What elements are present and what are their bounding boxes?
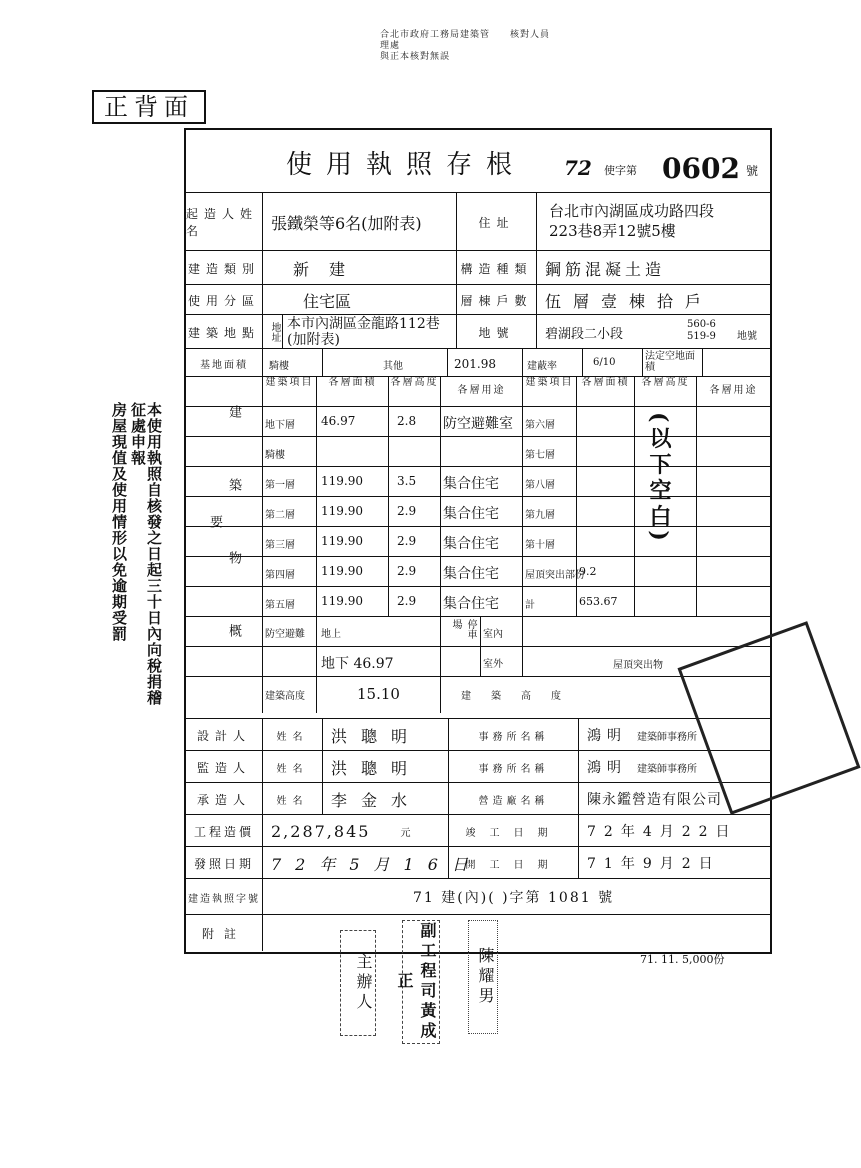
arcade-label: 騎樓 bbox=[262, 349, 322, 377]
height-value: 15.10 bbox=[316, 677, 440, 713]
floor-use: 集合住宅 bbox=[440, 587, 522, 617]
floor-name: 第二層 bbox=[262, 497, 316, 527]
lot-cell bbox=[536, 315, 770, 349]
floor-row bbox=[186, 556, 770, 587]
lot-numbers: 560-6 519-9 bbox=[687, 319, 716, 342]
row-cost bbox=[186, 814, 770, 847]
floor-area-2: 9.2 bbox=[576, 557, 634, 587]
floor-area: 119.90 bbox=[316, 497, 388, 527]
company-value: 陳永鑑營造有限公司 bbox=[578, 783, 770, 815]
row-building-header bbox=[186, 376, 770, 407]
floor-area: 119.90 bbox=[316, 467, 388, 497]
row-contractor bbox=[186, 782, 770, 815]
char-label: 使字第 bbox=[604, 164, 637, 177]
floor-area: 119.90 bbox=[316, 557, 388, 587]
floor-use-2 bbox=[696, 467, 770, 497]
site-value: 本市內湖區金龍路112巷(加附表) bbox=[282, 315, 456, 349]
blank-note: (以下空白) bbox=[646, 412, 672, 545]
lot-label: 地號 bbox=[456, 315, 536, 349]
back-label: 正背面 bbox=[92, 90, 206, 124]
floor-use-2 bbox=[696, 557, 770, 587]
below-value: 46.97 bbox=[353, 656, 394, 672]
floor-name-2: 第十層 bbox=[522, 527, 576, 557]
floor-use: 集合住宅 bbox=[440, 467, 522, 497]
col-item: 建築項目 bbox=[262, 377, 316, 407]
top-stamp bbox=[380, 30, 490, 63]
floor-height: 2.9 bbox=[388, 527, 440, 557]
note-value bbox=[262, 915, 770, 951]
floor-use-2 bbox=[696, 437, 770, 467]
above-label: 地上 bbox=[316, 617, 440, 647]
build-type-value: 新建 bbox=[262, 251, 456, 285]
floor-area bbox=[316, 437, 388, 467]
designer-name-label: 姓名 bbox=[262, 719, 322, 751]
floor-area-2 bbox=[576, 467, 634, 497]
zone-value: 住宅區 bbox=[262, 285, 456, 315]
floor-name-2: 第八層 bbox=[522, 467, 576, 497]
office-name: 鴻明 bbox=[587, 728, 627, 744]
floor-name-2: 屋頂突出部份 bbox=[522, 557, 576, 587]
col-height: 各層高度 bbox=[388, 377, 440, 407]
floor-name-2: 第九層 bbox=[522, 497, 576, 527]
supervisor-value: 洪聰明 bbox=[322, 751, 448, 783]
stamp-line-a: 合北市政府工務局建築管理處 bbox=[380, 30, 491, 51]
open-space-label: 防空避難 bbox=[262, 617, 316, 647]
cost-unit: 元 bbox=[400, 827, 413, 839]
structure-label: 構造種類 bbox=[456, 251, 536, 285]
floor-height: 2.8 bbox=[388, 407, 440, 437]
address-label: 住址 bbox=[456, 193, 536, 251]
address-line-2: 223巷8弄12號5樓 bbox=[549, 222, 676, 240]
row-open-space bbox=[186, 616, 770, 647]
floor-row bbox=[186, 436, 770, 467]
legal-open-label: 法定空地面積 bbox=[642, 349, 702, 377]
floor-height: 2.9 bbox=[388, 587, 440, 617]
start-value: 71年9月2日 bbox=[578, 847, 770, 879]
floor-name-2: 計 bbox=[522, 587, 576, 617]
row-site bbox=[186, 314, 770, 349]
stamp-line-b: 與正本核對無誤 bbox=[380, 52, 451, 62]
floor-name: 第一層 bbox=[262, 467, 316, 497]
row-build-type bbox=[186, 250, 770, 285]
row-issue bbox=[186, 846, 770, 879]
row-builder bbox=[186, 192, 770, 251]
floor-height: 2.9 bbox=[388, 497, 440, 527]
start-label: 開工日期 bbox=[448, 847, 578, 879]
floor-area: 119.90 bbox=[316, 587, 388, 617]
floor-height-2 bbox=[634, 587, 696, 617]
office-label: 事務所名稱 bbox=[448, 719, 578, 751]
row-base-area bbox=[186, 348, 770, 377]
col-area-2: 各層面積 bbox=[576, 377, 634, 407]
designer-value: 洪聰明 bbox=[322, 719, 448, 751]
address-value bbox=[536, 193, 770, 251]
height-label-2: 建築高度 bbox=[440, 677, 770, 713]
designer-label: 設計人 bbox=[196, 728, 251, 743]
floor-area-2: 653.67 bbox=[576, 587, 634, 617]
floor-use-2 bbox=[696, 407, 770, 437]
coverage-label: 建蔽率 bbox=[522, 349, 582, 377]
floor-name: 騎樓 bbox=[262, 437, 316, 467]
floor-name: 第三層 bbox=[262, 527, 316, 557]
number-suffix: 號 bbox=[746, 164, 759, 178]
company-label: 營造廠名稱 bbox=[448, 783, 578, 815]
print-footnote: 71. 11. 5,000份 bbox=[640, 953, 725, 966]
cost-value: 2,287,845 bbox=[271, 821, 371, 841]
floors-label: 層棟戶數 bbox=[456, 285, 536, 315]
builder-value: 張鐵榮等6名(加附表) bbox=[262, 193, 456, 251]
seal-b: 副工程司黃成正 bbox=[402, 920, 440, 1044]
outdoor-label: 室外 bbox=[480, 647, 522, 677]
floor-row bbox=[186, 586, 770, 617]
builder-label: 起造人姓名 bbox=[186, 207, 259, 238]
site-sub-label: 地址 bbox=[262, 315, 282, 349]
stamp-line-c: 核對人員 bbox=[510, 30, 551, 40]
zone-label: 使用分區 bbox=[187, 293, 260, 308]
contractor-name-label: 姓名 bbox=[262, 783, 322, 815]
floor-row bbox=[186, 526, 770, 557]
roof-label: 屋頂突出物 bbox=[522, 647, 770, 677]
build-type-label: 建造類別 bbox=[187, 261, 260, 276]
permit-label: 建造執照字號 bbox=[188, 893, 260, 905]
floor-use-2 bbox=[696, 497, 770, 527]
floors-value: 伍層壹棟拾戶 bbox=[536, 285, 770, 315]
floor-use: 集合住宅 bbox=[440, 527, 522, 557]
col-item-2: 建築項目 bbox=[522, 377, 576, 407]
floor-area-2 bbox=[576, 497, 634, 527]
lot-suffix: 地號 bbox=[737, 331, 757, 342]
side-note-col-1: 本使用執照自核發之日起三十日內向稅捐稽征處申報 bbox=[129, 402, 163, 706]
floor-name-2: 第七層 bbox=[522, 437, 576, 467]
permit-value: 71 建(內)( )字第 1081 號 bbox=[262, 879, 770, 915]
floor-use bbox=[440, 437, 522, 467]
floor-use: 防空避難室 bbox=[440, 407, 522, 437]
row-designer bbox=[186, 718, 770, 751]
col-use-2: 各層用途 bbox=[696, 377, 770, 407]
col-use: 各層用途 bbox=[440, 377, 522, 407]
row-permit bbox=[186, 878, 770, 915]
form-title-row bbox=[186, 130, 770, 192]
office2-suffix: 建築師事務所 bbox=[637, 763, 697, 775]
col-area: 各層面積 bbox=[316, 377, 388, 407]
floor-area-2 bbox=[576, 527, 634, 557]
floor-use-2 bbox=[696, 587, 770, 617]
floor-height: 2.9 bbox=[388, 557, 440, 587]
indoor-label: 室內 bbox=[480, 617, 522, 647]
supervisor-label: 監造人 bbox=[196, 760, 251, 775]
base-area-label: 基地面積 bbox=[200, 359, 248, 371]
cost-cell bbox=[262, 815, 448, 847]
floor-height: 3.5 bbox=[388, 467, 440, 497]
year-number: 72 bbox=[564, 156, 592, 180]
seal-c: 陳耀男 bbox=[468, 920, 498, 1034]
base-area-value: 201.98 bbox=[447, 349, 522, 377]
contractor-value: 李金水 bbox=[322, 783, 448, 815]
row-zone bbox=[186, 284, 770, 315]
floor-height bbox=[388, 437, 440, 467]
floor-name-2: 第六層 bbox=[522, 407, 576, 437]
issue-value: 72年5月16日 bbox=[262, 847, 448, 879]
site-label: 建築地點 bbox=[187, 325, 260, 340]
permit-number: 0602 bbox=[662, 152, 740, 185]
floor-row bbox=[186, 466, 770, 497]
total-height-label: 建築高度 bbox=[262, 677, 316, 713]
coverage-value: 6/10 bbox=[582, 349, 642, 377]
office2-label: 事務所名稱 bbox=[448, 751, 578, 783]
floor-height-2 bbox=[634, 557, 696, 587]
below-label: 地下 bbox=[321, 656, 349, 672]
floor-use: 集合住宅 bbox=[440, 497, 522, 527]
issue-label: 發照日期 bbox=[193, 856, 254, 871]
col-height-2: 各層高度 bbox=[634, 377, 696, 407]
office2-name: 鴻明 bbox=[587, 760, 627, 776]
legal-open-value bbox=[702, 349, 770, 377]
office-suffix: 建築師事務所 bbox=[637, 731, 697, 743]
floor-area: 46.97 bbox=[316, 407, 388, 437]
floor-area: 119.90 bbox=[316, 527, 388, 557]
floor-use: 集合住宅 bbox=[440, 557, 522, 587]
floor-row bbox=[186, 496, 770, 527]
row-supervisor bbox=[186, 750, 770, 783]
side-note-col-2: 房屋現值及使用情形以免逾期受罰 bbox=[110, 402, 128, 642]
floor-name: 第四層 bbox=[262, 557, 316, 587]
seal-a: 主辦人 bbox=[340, 930, 376, 1036]
side-note bbox=[96, 402, 162, 712]
structure-value: 鋼筋混凝土造 bbox=[536, 251, 770, 285]
floor-area-2 bbox=[576, 437, 634, 467]
complete-label: 竣工日期 bbox=[448, 815, 578, 847]
complete-value: 72年4月22日 bbox=[578, 815, 770, 847]
contractor-label: 承造人 bbox=[196, 792, 251, 807]
parking-label: 停車場 bbox=[440, 617, 480, 647]
cost-label: 工程造價 bbox=[193, 824, 254, 839]
top-stamp-right bbox=[510, 30, 550, 41]
form-title: 使用執照存根 bbox=[286, 150, 527, 180]
floor-row bbox=[186, 406, 770, 437]
note-label: 附註 bbox=[201, 926, 246, 941]
other-label: 其他 bbox=[322, 349, 447, 377]
floor-name: 地下層 bbox=[262, 407, 316, 437]
address-line-1: 台北市內湖區成功路四段 bbox=[549, 202, 715, 220]
floor-name: 第五層 bbox=[262, 587, 316, 617]
supervisor-name-label: 姓名 bbox=[262, 751, 322, 783]
lot-value: 碧湖段二小段 bbox=[545, 327, 624, 342]
below-cell bbox=[316, 647, 440, 677]
building-overview-label: 建築物概要 bbox=[207, 405, 241, 697]
floor-use-2 bbox=[696, 527, 770, 557]
permit-form bbox=[184, 128, 772, 954]
floor-area-2 bbox=[576, 407, 634, 437]
